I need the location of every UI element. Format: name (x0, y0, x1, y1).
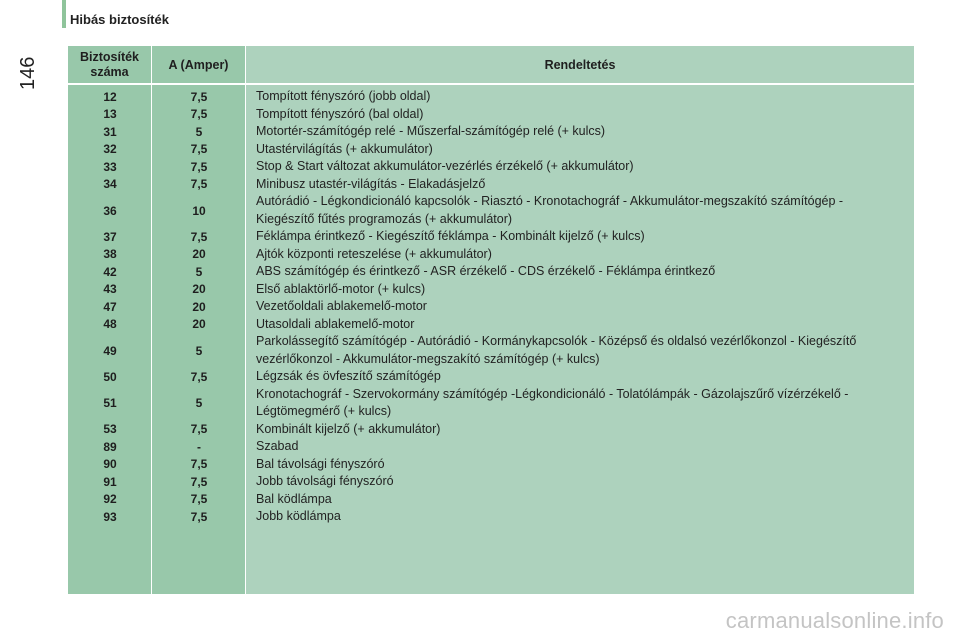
fuse-number: 51 (103, 396, 117, 410)
table-body (68, 88, 914, 526)
fuse-number: 48 (103, 317, 117, 332)
purpose-text: Tompított fényszóró (jobb oldal) (256, 89, 431, 103)
purpose-text: Első ablaktörlő-motor (+ kulcs) (256, 281, 426, 296)
fuse-number: 49 (103, 343, 117, 358)
section-accent-bar (62, 0, 66, 28)
fuse-number: 89 (103, 439, 117, 454)
fuse-number: 32 (103, 142, 117, 157)
fuse-number: 53 (103, 422, 117, 437)
fuse-number: 13 (103, 107, 117, 122)
table-row (68, 106, 914, 124)
ampere-value: 7,5 (190, 457, 208, 472)
fuse-number: 43 (103, 282, 117, 297)
header-fuse-line2: száma (90, 65, 129, 79)
fuse-number: 12 (103, 89, 117, 104)
table-row (68, 473, 914, 491)
page-number: 146 (17, 56, 39, 90)
table-row (68, 246, 914, 264)
purpose-text: Jobb ködlámpa (256, 509, 341, 523)
table-row (68, 386, 914, 421)
table-row (68, 491, 914, 509)
fuse-number: 37 (103, 229, 117, 244)
purpose-text: Bal ködlámpa (256, 491, 332, 506)
ampere-value: 5 (195, 124, 203, 139)
ampere-value: 5 (195, 343, 203, 358)
purpose-text: ABS számítógép és érintkező - ASR érzékelő - CDS érzékelő - Féklámpa érintkező (256, 264, 716, 278)
table-row (68, 88, 914, 106)
fuse-number: 33 (103, 159, 117, 174)
purpose-text: Minibusz utastér-világítás - Elakadásjelző (256, 176, 486, 191)
table-header (68, 46, 914, 85)
table-row (68, 298, 914, 316)
table-row (68, 456, 914, 474)
ampere-value: 7,5 (190, 422, 208, 437)
fuse-number: 31 (103, 124, 117, 139)
purpose-text: Bal távolsági fényszóró (256, 456, 385, 471)
table-row (68, 281, 914, 299)
table-row (68, 508, 914, 526)
ampere-value: 7,5 (190, 369, 208, 384)
purpose-text: Légzsák és övfeszítő számítógép (256, 369, 441, 383)
table-row (68, 368, 914, 386)
purpose-text: Utasoldali ablakemelő-motor (256, 316, 415, 331)
ampere-value: 7,5 (190, 89, 208, 104)
purpose-text: Szabad (256, 439, 299, 453)
ampere-value: - (197, 439, 201, 454)
table-row (68, 263, 914, 281)
purpose-text: Kombinált kijelző (+ akkumulátor) (256, 421, 441, 436)
table-row (68, 158, 914, 176)
fuse-number: 92 (103, 492, 117, 507)
ampere-value: 7,5 (190, 474, 208, 489)
purpose-text: Stop & Start változat akkumulátor-vezérlés érzékelő (+ akkumulátor) (256, 159, 634, 173)
fuse-number: 50 (103, 369, 117, 384)
header-purpose: Rendeltetés (544, 58, 616, 72)
ampere-value: 20 (192, 299, 206, 314)
ampere-value: 7,5 (190, 229, 208, 244)
ampere-value: 7,5 (190, 177, 208, 192)
fuse-number: 93 (103, 509, 117, 524)
table-row (68, 141, 914, 159)
ampere-value: 7,5 (190, 492, 208, 507)
purpose-text: Motortér-számítógép relé - Műszerfal-számítógép relé (+ kulcs) (256, 124, 606, 138)
purpose-text: Autórádió - Légkondicionáló kapcsolók - Riasztó - Kronotachográf - Akkumulátor-megszakító számítógép - Kiegészítő fűtés programozás (+ akkumulátor) (256, 194, 844, 226)
purpose-text: Tompított fényszóró (bal oldal) (256, 106, 424, 121)
fuse-number: 34 (103, 177, 117, 192)
fuse-number: 38 (103, 247, 117, 262)
purpose-text: Jobb távolsági fényszóró (256, 474, 394, 488)
purpose-text: Vezetőoldali ablakemelő-motor (256, 299, 427, 313)
table-row (68, 228, 914, 246)
purpose-text: Féklámpa érintkező - Kiegészítő féklámpa - Kombinált kijelző (+ kulcs) (256, 229, 645, 243)
ampere-value: 7,5 (190, 107, 208, 122)
table-row (68, 176, 914, 194)
ampere-value: 10 (192, 203, 206, 218)
ampere-value: 20 (192, 317, 206, 332)
table-row (68, 438, 914, 456)
fuse-number: 91 (103, 474, 117, 489)
purpose-text: Parkolássegítő számítógép - Autórádió - Kormánykapcsolók - Középső és oldalsó vezérlőkonzol - Kiegészítő vezérlőkonzol - Akkumulátor-megszakító számítógép (+ kulcs) (256, 334, 857, 366)
purpose-text: Ajtók központi reteszelése (+ akkumulátor) (256, 246, 492, 261)
table-row (68, 421, 914, 439)
fuse-number: 36 (103, 203, 117, 218)
header-ampere: A (Amper) (168, 58, 229, 72)
ampere-value: 20 (192, 247, 206, 262)
table-row (68, 193, 914, 228)
ampere-value: 20 (192, 282, 206, 297)
fuse-number: 90 (103, 457, 117, 472)
header-fuse-number (68, 50, 151, 80)
watermark: carmanualsonline.info (725, 608, 944, 633)
purpose-text: Kronotachográf - Szervokormány számítógép -Légkondicionáló - Tolatólámpák - Gázolajszűrő vízérzékelő - Légtömegmérő (+ kulcs) (256, 386, 849, 418)
table-row (68, 316, 914, 334)
fuse-table (68, 46, 914, 594)
ampere-value: 5 (195, 396, 203, 410)
table-row (68, 123, 914, 141)
fuse-number: 42 (103, 264, 117, 279)
table-row (68, 333, 914, 368)
header-fuse-line1: Biztosíték (79, 50, 140, 64)
ampere-value: 7,5 (190, 159, 208, 174)
purpose-text: Utastérvilágítás (+ akkumulátor) (256, 141, 433, 156)
fuse-number: 47 (103, 299, 117, 314)
ampere-value: 7,5 (190, 142, 208, 157)
section-title: Hibás biztosíték (70, 12, 169, 27)
ampere-value: 7,5 (190, 509, 208, 524)
ampere-value: 5 (195, 264, 203, 279)
